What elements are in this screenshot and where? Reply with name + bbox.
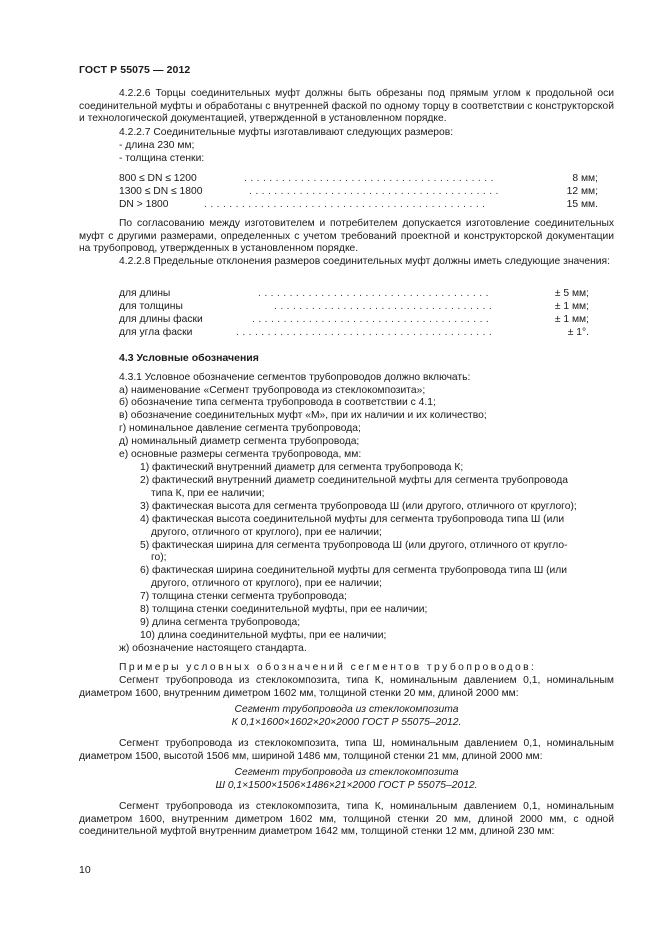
paragraph-agreement: По согласованию между изготовителем и потребителем допускается изготовление соединительных муфт с другими размерами, определенных с учетом требований проектной и конструкторской документации на трубопровод, утвержденных в установленном порядке. — [79, 218, 614, 255]
tolerance-row-value: ± 1°. — [567, 327, 589, 338]
wall-thickness-item: - толщина стенки: — [119, 153, 205, 164]
sublist-item-2-cont: типа К, при ее наличии; — [151, 488, 265, 499]
length-item: - длина 230 мм; — [119, 140, 195, 151]
paragraph-4-2-2-8-intro: 4.2.2.8 Предельные отклонения размеров соединительных муфт должны иметь следующие значения: — [119, 256, 610, 267]
sublist-item-7: 7) толщина стенки сегмента трубопровода; — [140, 591, 347, 602]
example-2-text: Сегмент трубопровода из стеклокомпозита, типа Ш, номинальным давлением 0,1, номинальным диаметром 1500, высотой 1506 мм, шириной 1486 мм, толщиной стенки 21 мм, длиной 2000 мм: — [79, 738, 614, 762]
tolerance-row-label: для толщины — [119, 301, 183, 312]
paragraph-4-2-2-6: 4.2.2.6 Торцы соединительных муфт должны быть обрезаны под прямым углом к продольной оси соединительной муфты и обработаны с внутренней фаской по одному торцу в соответствии с конструкторской и технологической документацией, утвержденной в установленном порядке. — [79, 88, 614, 125]
section-title: 4.3 Условные обозначения — [119, 352, 259, 364]
tolerance-row-value: ± 5 мм; — [554, 288, 589, 299]
sublist-item-5: 5) фактическая ширина для сегмента трубопровода Ш (или другого, отличного от кругло- — [140, 540, 568, 551]
leader-dots: . . . . . . . . . . . . . . . . . . . . . . . . . . . . . . . . . . . . . . — [252, 314, 490, 325]
leader-dots: . . . . . . . . . . . . . . . . . . . . . . . . . . . . . . . . . . . . . . . . — [249, 186, 499, 197]
size-row-value: 12 мм; — [566, 186, 598, 197]
leader-dots: . . . . . . . . . . . . . . . . . . . . . . . . . . . . . . . . . . . . . — [258, 288, 489, 299]
sublist-item-4-cont: другого, отличного от круглого), при ее наличии; — [151, 527, 382, 538]
size-row-label: 1300 ≤ DN ≤ 1800 — [119, 186, 203, 197]
tolerance-row-label: для угла фаски — [119, 327, 193, 338]
size-row-value: 8 мм; — [572, 173, 598, 184]
list-item-e: е) основные размеры сегмента трубопровода, мм: — [119, 449, 362, 460]
paragraph-4-3-1-intro: 4.3.1 Условное обозначение сегментов трубопроводов должно включать: — [119, 372, 471, 383]
tolerance-row-value: ± 1 мм; — [554, 314, 589, 325]
sublist-item-8: 8) толщина стенки соединительной муфты, при ее наличии; — [140, 604, 428, 615]
sublist-item-1: 1) фактический внутренний диаметр для сегмента трубопровода К; — [140, 462, 464, 473]
sublist-item-3: 3) фактическая высота для сегмента трубопровода Ш (или другого, отличного от круглого); — [140, 501, 577, 512]
size-row-label: 800 ≤ DN ≤ 1200 — [119, 173, 197, 184]
tolerance-row-label: для длины — [119, 288, 171, 299]
example-2-designation-line1: Сегмент трубопровода из стеклокомпозита — [234, 767, 459, 778]
sublist-item-2: 2) фактический внутренний диаметр соединительной муфты для сегмента трубопровода — [140, 475, 568, 486]
tolerance-row-label: для длины фаски — [119, 314, 203, 325]
example-3-text: Сегмент трубопровода из стеклокомпозита, типа К, номинальным давлением 0,1, номинальным диаметром 1600, внутренним диметром 1602 мм, толщиной стенки 20 мм, длиной 2000 мм, с одной соединительной муфтой внутренним диаметром 1642 мм, толщиной стенки 12 мм, длиной 230 мм: — [79, 801, 614, 838]
page-number: 10 — [79, 864, 91, 876]
leader-dots: . . . . . . . . . . . . . . . . . . . . . . . . . . . . . . . . . . . — [274, 301, 493, 312]
sublist-item-9: 9) длина сегмента трубопровода; — [140, 617, 301, 628]
document-header: ГОСТ Р 55075 — 2012 — [79, 64, 191, 76]
list-item-g: г) номинальное давление сегмента трубопровода; — [119, 423, 361, 434]
list-item-zh: ж) обозначение настоящего стандарта. — [119, 643, 307, 654]
example-1-designation-line2: К 0,1×1600×1602×20×2000 ГОСТ Р 55075–2012. — [231, 717, 462, 728]
paragraph-4-2-2-7-intro: 4.2.2.7 Соединительные муфты изготавливают следующих размеров: — [119, 127, 454, 138]
list-item-b: б) обозначение типа сегмента трубопровода в соответствии с 4.1; — [119, 397, 436, 408]
list-item-d: д) номинальный диаметр сегмента трубопровода; — [119, 436, 360, 447]
sublist-item-10: 10) длина соединительной муфты, при ее наличии; — [140, 630, 387, 641]
leader-dots: . . . . . . . . . . . . . . . . . . . . . . . . . . . . . . . . . . . . . . . . . — [236, 327, 493, 338]
sublist-item-6-cont: другого, отличного от круглого), при ее наличии; — [151, 578, 382, 589]
list-item-v: в) обозначение соединительных муфт «М», при их наличии и их количество; — [119, 410, 487, 421]
tolerance-row-value: ± 1 мм; — [554, 301, 589, 312]
example-1-text: Сегмент трубопровода из стеклокомпозита, типа К, номинальным давлением 0,1, номинальным диаметром 1600, внутренним диметром 1602 мм, толщиной стенки 20 мм, длиной 2000 мм: — [79, 675, 614, 699]
sublist-item-5-cont: го); — [151, 552, 167, 563]
examples-heading: Примеры условных обозначений сегментов трубопроводов: — [119, 662, 537, 673]
leader-dots: . . . . . . . . . . . . . . . . . . . . . . . . . . . . . . . . . . . . . . . . — [244, 173, 494, 184]
list-item-a: а) наименование «Сегмент трубопровода из стеклокомпозита»; — [119, 385, 426, 396]
example-1-designation-line1: Сегмент трубопровода из стеклокомпозита — [234, 704, 459, 715]
size-row-label: DN > 1800 — [119, 199, 169, 210]
leader-dots: . . . . . . . . . . . . . . . . . . . . . . . . . . . . . . . . . . . . . . . . . . . . . — [204, 199, 486, 210]
sublist-item-6: 6) фактическая ширина соединительной муфты для сегмента трубопровода типа Ш (или — [140, 565, 568, 576]
example-2-designation-line2: Ш 0,1×1500×1506×1486×21×2000 ГОСТ Р 55075–2012. — [215, 780, 478, 791]
size-row-value: 15 мм. — [566, 199, 598, 210]
sublist-item-4: 4) фактическая высота соединительной муфты для сегмента трубопровода типа Ш (или — [140, 514, 565, 525]
